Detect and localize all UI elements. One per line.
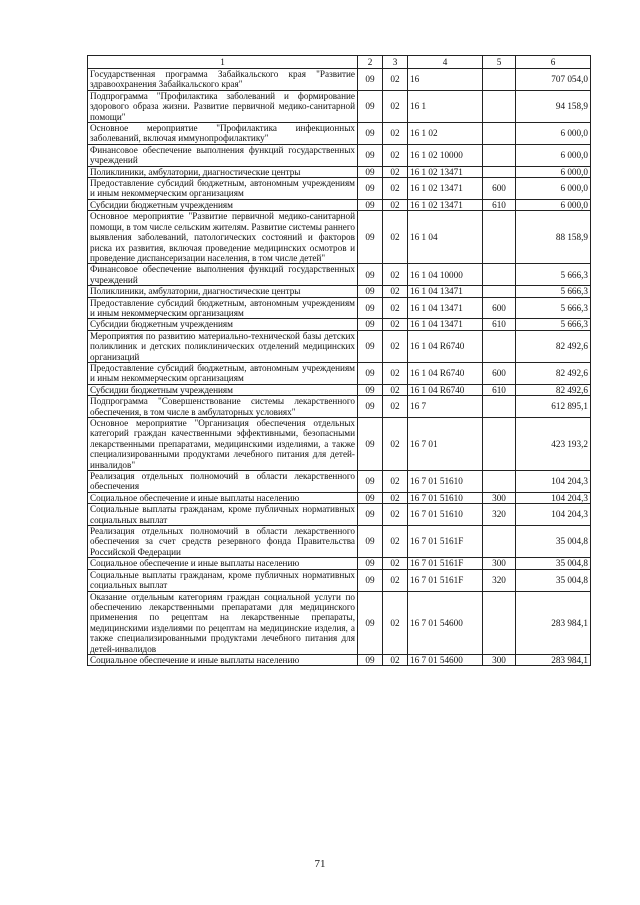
- row-amount: 5 666,3: [516, 319, 591, 330]
- row-name: Мероприятия по развитию материально-технической базы детских поликлиник и детских поликлинических отделений медицинских организаций: [88, 330, 358, 362]
- row-name: Предоставление субсидий бюджетным, автономным учреждениям и иным некоммерческим организациям: [88, 178, 358, 200]
- row-target-article: 16 1 02 13471: [408, 166, 483, 177]
- header-col-5: 5: [483, 56, 516, 69]
- row-subsection: 02: [383, 492, 408, 503]
- budget-table: [87, 55, 591, 666]
- table-row: [88, 211, 591, 264]
- row-subsection: 02: [383, 569, 408, 591]
- row-name: Поликлиники, амбулатории, диагностические центры: [88, 166, 358, 177]
- budget-table-body: [88, 56, 591, 666]
- row-target-article: 16 1 04 13471: [408, 286, 483, 297]
- row-amount: 35 004,8: [516, 569, 591, 591]
- row-amount: 82 492,6: [516, 362, 591, 384]
- header-col-4: 4: [408, 56, 483, 69]
- row-expense-type: 320: [483, 504, 516, 526]
- table-row: [88, 526, 591, 558]
- table-row: [88, 297, 591, 319]
- row-subsection: 02: [383, 471, 408, 493]
- row-subsection: 02: [383, 330, 408, 362]
- table-row: [88, 396, 591, 418]
- row-section: 09: [358, 362, 383, 384]
- row-section: 09: [358, 558, 383, 569]
- table-row: [88, 319, 591, 330]
- table-row: [88, 90, 591, 122]
- row-name: Основное мероприятие "Организация обеспечения отдельных категорий граждан качественными эффективными, безопасными лекарственными препаратами, медицинскими изделиями, а также специализированными продуктами лечебного питания для детей-инвалидов": [88, 418, 358, 471]
- row-target-article: 16 7: [408, 396, 483, 418]
- row-name: Социальное обеспечение и иные выплаты населению: [88, 492, 358, 503]
- row-name: Субсидии бюджетным учреждениям: [88, 319, 358, 330]
- row-amount: 5 666,3: [516, 297, 591, 319]
- row-name: Оказание отдельным категориям граждан социальной услуги по обеспечению лекарственными препаратами для медицинского применения по рецептам на лекарственные препараты, медицинскими изделиями по рецептам на медицинские изделия, а также специализированными продуктами лечебного питания для детей-инвалидов: [88, 591, 358, 654]
- row-target-article: 16 7 01 5161F: [408, 526, 483, 558]
- header-col-3: 3: [383, 56, 408, 69]
- row-target-article: 16 1 04 R6740: [408, 384, 483, 395]
- row-subsection: 02: [383, 558, 408, 569]
- row-target-article: 16 7 01 5161F: [408, 558, 483, 569]
- row-expense-type: [483, 90, 516, 122]
- row-target-article: 16 1 04 R6740: [408, 362, 483, 384]
- row-expense-type: [483, 166, 516, 177]
- table-row: [88, 492, 591, 503]
- row-target-article: 16 1 04 R6740: [408, 330, 483, 362]
- row-amount: 5 666,3: [516, 264, 591, 286]
- table-row: [88, 418, 591, 471]
- header-row: [88, 56, 591, 69]
- row-target-article: 16: [408, 69, 483, 91]
- row-amount: 6 000,0: [516, 144, 591, 166]
- row-target-article: 16 1 04 13471: [408, 297, 483, 319]
- table-row: [88, 144, 591, 166]
- row-expense-type: 600: [483, 362, 516, 384]
- row-target-article: 16 7 01 54600: [408, 654, 483, 665]
- row-amount: 6 000,0: [516, 166, 591, 177]
- header-col-2: 2: [358, 56, 383, 69]
- row-subsection: 02: [383, 199, 408, 210]
- row-amount: 283 984,1: [516, 591, 591, 654]
- row-amount: 104 204,3: [516, 492, 591, 503]
- row-amount: 88 158,9: [516, 211, 591, 264]
- row-amount: 6 000,0: [516, 178, 591, 200]
- row-target-article: 16 7 01 51610: [408, 492, 483, 503]
- row-subsection: 02: [383, 654, 408, 665]
- row-name: Реализация отдельных полномочий в области лекарственного обеспечения за счет средств резервного фонда Правительства Российской Федерации: [88, 526, 358, 558]
- row-section: 09: [358, 123, 383, 145]
- header-col-1: 1: [88, 56, 358, 69]
- row-name: Подпрограмма "Совершенствование системы лекарственного обеспечения, в том числе в амбулаторных условиях": [88, 396, 358, 418]
- row-subsection: 02: [383, 297, 408, 319]
- row-expense-type: [483, 264, 516, 286]
- row-expense-type: 600: [483, 297, 516, 319]
- table-row: [88, 199, 591, 210]
- row-target-article: 16 7 01 54600: [408, 591, 483, 654]
- row-section: 09: [358, 569, 383, 591]
- table-row: [88, 558, 591, 569]
- row-expense-type: [483, 418, 516, 471]
- row-target-article: 16 1 04 13471: [408, 319, 483, 330]
- row-section: 09: [358, 654, 383, 665]
- row-expense-type: [483, 526, 516, 558]
- row-expense-type: [483, 144, 516, 166]
- row-expense-type: [483, 211, 516, 264]
- row-target-article: 16 1 04 10000: [408, 264, 483, 286]
- table-row: [88, 178, 591, 200]
- row-name: Субсидии бюджетным учреждениям: [88, 199, 358, 210]
- row-subsection: 02: [383, 178, 408, 200]
- row-expense-type: 600: [483, 178, 516, 200]
- row-expense-type: 610: [483, 384, 516, 395]
- row-section: 09: [358, 591, 383, 654]
- row-subsection: 02: [383, 69, 408, 91]
- row-section: 09: [358, 330, 383, 362]
- row-subsection: 02: [383, 144, 408, 166]
- row-name: Поликлиники, амбулатории, диагностические центры: [88, 286, 358, 297]
- row-section: 09: [358, 90, 383, 122]
- row-name: Финансовое обеспечение выполнения функций государственных учреждений: [88, 264, 358, 286]
- row-subsection: 02: [383, 384, 408, 395]
- row-subsection: 02: [383, 591, 408, 654]
- row-amount: 707 054,0: [516, 69, 591, 91]
- row-amount: 104 204,3: [516, 471, 591, 493]
- row-expense-type: [483, 471, 516, 493]
- row-name: Предоставление субсидий бюджетным, автономным учреждениям и иным некоммерческим организациям: [88, 362, 358, 384]
- row-section: 09: [358, 166, 383, 177]
- row-subsection: 02: [383, 264, 408, 286]
- row-amount: 5 666,3: [516, 286, 591, 297]
- row-amount: 423 193,2: [516, 418, 591, 471]
- row-name: Социальное обеспечение и иные выплаты населению: [88, 654, 358, 665]
- row-name: Государственная программа Забайкальского края "Развитие здравоохранения Забайкальского края": [88, 69, 358, 91]
- table-row: [88, 123, 591, 145]
- row-subsection: 02: [383, 286, 408, 297]
- row-expense-type: [483, 591, 516, 654]
- row-amount: 6 000,0: [516, 123, 591, 145]
- row-section: 09: [358, 264, 383, 286]
- row-expense-type: [483, 286, 516, 297]
- row-target-article: 16 7 01 51610: [408, 504, 483, 526]
- row-section: 09: [358, 297, 383, 319]
- row-section: 09: [358, 504, 383, 526]
- row-amount: 94 158,9: [516, 90, 591, 122]
- table-row: [88, 362, 591, 384]
- row-name: Социальные выплаты гражданам, кроме публичных нормативных социальных выплат: [88, 569, 358, 591]
- table-row: [88, 264, 591, 286]
- row-expense-type: [483, 69, 516, 91]
- row-section: 09: [358, 492, 383, 503]
- row-subsection: 02: [383, 504, 408, 526]
- table-row: [88, 569, 591, 591]
- row-name: Основное мероприятие "Профилактика инфекционных заболеваний, включая иммунопрофилактику": [88, 123, 358, 145]
- row-amount: 104 204,3: [516, 504, 591, 526]
- table-row: [88, 330, 591, 362]
- row-target-article: 16 1 02: [408, 123, 483, 145]
- row-subsection: 02: [383, 526, 408, 558]
- row-section: 09: [358, 211, 383, 264]
- row-section: 09: [358, 178, 383, 200]
- table-row: [88, 166, 591, 177]
- row-target-article: 16 7 01: [408, 418, 483, 471]
- row-name: Финансовое обеспечение выполнения функций государственных учреждений: [88, 144, 358, 166]
- row-expense-type: [483, 123, 516, 145]
- row-section: 09: [358, 526, 383, 558]
- row-expense-type: 320: [483, 569, 516, 591]
- row-amount: 612 895,1: [516, 396, 591, 418]
- row-amount: 35 004,8: [516, 558, 591, 569]
- table-row: [88, 286, 591, 297]
- row-amount: 35 004,8: [516, 526, 591, 558]
- row-amount: 283 984,1: [516, 654, 591, 665]
- row-target-article: 16 1 04: [408, 211, 483, 264]
- row-section: 09: [358, 396, 383, 418]
- row-section: 09: [358, 69, 383, 91]
- row-subsection: 02: [383, 319, 408, 330]
- page-number: 71: [314, 858, 326, 870]
- row-name: Социальное обеспечение и иные выплаты населению: [88, 558, 358, 569]
- row-target-article: 16 7 01 5161F: [408, 569, 483, 591]
- row-section: 09: [358, 144, 383, 166]
- table-row: [88, 69, 591, 91]
- row-subsection: 02: [383, 418, 408, 471]
- row-amount: 82 492,6: [516, 330, 591, 362]
- row-section: 09: [358, 384, 383, 395]
- row-section: 09: [358, 418, 383, 471]
- table-row: [88, 591, 591, 654]
- row-subsection: 02: [383, 90, 408, 122]
- row-subsection: 02: [383, 396, 408, 418]
- row-name: Основное мероприятие "Развитие первичной медико-санитарной помощи, в том числе сельским жителям. Развитие системы раннего выявления заболеваний, патологических состояний и факторов риска их развития, включая проведение медицинских осмотров и проведение диспансеризации населения, в том числе детей": [88, 211, 358, 264]
- row-section: 09: [358, 286, 383, 297]
- row-section: 09: [358, 319, 383, 330]
- row-section: 09: [358, 471, 383, 493]
- row-name: Реализация отдельных полномочий в области лекарственного обеспечения: [88, 471, 358, 493]
- row-target-article: 16 1 02 13471: [408, 178, 483, 200]
- row-expense-type: 610: [483, 319, 516, 330]
- row-target-article: 16 1 02 10000: [408, 144, 483, 166]
- row-subsection: 02: [383, 123, 408, 145]
- row-expense-type: [483, 330, 516, 362]
- row-expense-type: 300: [483, 558, 516, 569]
- row-subsection: 02: [383, 211, 408, 264]
- row-expense-type: 300: [483, 654, 516, 665]
- row-name: Подпрограмма "Профилактика заболеваний и формирование здорового образа жизни. Развитие первичной медико-санитарной помощи": [88, 90, 358, 122]
- row-target-article: 16 1: [408, 90, 483, 122]
- table-row: [88, 471, 591, 493]
- row-expense-type: [483, 396, 516, 418]
- row-subsection: 02: [383, 166, 408, 177]
- row-expense-type: 300: [483, 492, 516, 503]
- row-name: Социальные выплаты гражданам, кроме публичных нормативных социальных выплат: [88, 504, 358, 526]
- row-amount: 6 000,0: [516, 199, 591, 210]
- row-name: Субсидии бюджетным учреждениям: [88, 384, 358, 395]
- table-row: [88, 384, 591, 395]
- row-target-article: 16 7 01 51610: [408, 471, 483, 493]
- row-expense-type: 610: [483, 199, 516, 210]
- row-target-article: 16 1 02 13471: [408, 199, 483, 210]
- table-row: [88, 504, 591, 526]
- row-name: Предоставление субсидий бюджетным, автономным учреждениям и иным некоммерческим организациям: [88, 297, 358, 319]
- row-section: 09: [358, 199, 383, 210]
- row-amount: 82 492,6: [516, 384, 591, 395]
- table-row: [88, 654, 591, 665]
- header-col-6: 6: [516, 56, 591, 69]
- row-subsection: 02: [383, 362, 408, 384]
